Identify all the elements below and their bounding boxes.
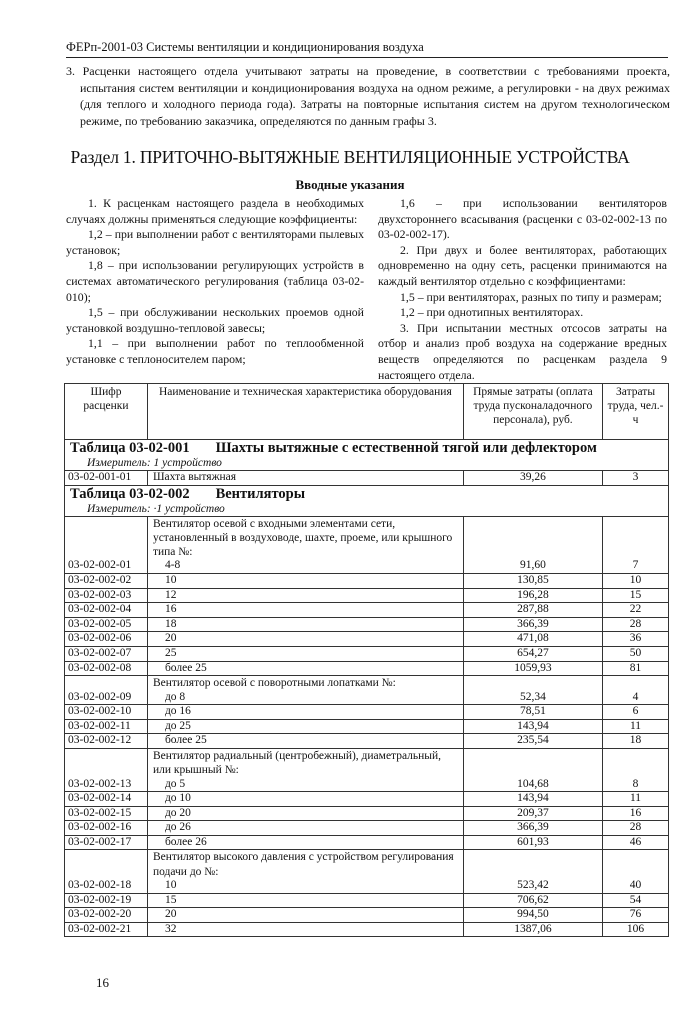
rate-name xyxy=(147,806,463,821)
rate-labor: 36 xyxy=(603,632,669,647)
rate-cost: 706,62 xyxy=(463,893,602,908)
rate-size: 10 xyxy=(164,879,177,892)
rate-code: 03-02-002-10 xyxy=(65,705,148,720)
rate-size: 15 xyxy=(164,893,177,906)
table-row xyxy=(65,835,669,850)
rate-size: до 8 xyxy=(164,690,186,703)
table-row xyxy=(65,821,669,836)
table-row xyxy=(65,676,669,705)
group-heading: Вентилятор радиальный (центробежный), диаметральный, или крышный №: xyxy=(152,749,442,777)
table-row xyxy=(65,661,669,676)
rate-name xyxy=(147,850,463,893)
left-para: 1,2 – при выполнении работ с вентиляторами пылевых установок; xyxy=(66,227,364,257)
rate-code: 03-02-002-14 xyxy=(65,792,148,807)
rate-name xyxy=(147,661,463,676)
rate-size: 20 xyxy=(164,908,177,921)
rate-code: 03-02-002-02 xyxy=(65,574,148,589)
rate-name: Шахта вытяжная xyxy=(147,471,463,486)
rate-code: 03-02-002-01 xyxy=(65,516,148,573)
rate-code: 03-02-002-18 xyxy=(65,850,148,893)
rate-labor: 28 xyxy=(603,617,669,632)
rate-labor: 81 xyxy=(603,661,669,676)
rate-labor: 6 xyxy=(603,705,669,720)
right-para: 1,5 – при вентиляторах, разных по типу и размерам; xyxy=(400,289,662,304)
rate-size: 16 xyxy=(164,603,177,616)
page-number: 16 xyxy=(96,975,109,990)
rate-labor: 4 xyxy=(603,676,669,705)
rate-labor: 15 xyxy=(603,588,669,603)
table-row xyxy=(65,647,669,662)
rate-name xyxy=(147,908,463,923)
right-column xyxy=(378,196,667,383)
rate-cost: 209,37 xyxy=(463,806,602,821)
right-para: 3. При испытании местных отсосов затраты на отбор и анализ проб воздуха на содержание вредных веществ определяются по расценкам раздела 9 настоящего отдела. xyxy=(378,320,667,382)
rate-code: 03-02-002-19 xyxy=(65,893,148,908)
rate-cost: 91,60 xyxy=(463,516,602,573)
rate-code: 03-02-002-08 xyxy=(65,661,148,676)
rate-name xyxy=(147,574,463,589)
table-title-row xyxy=(65,440,669,458)
table-title-name: Вентиляторы xyxy=(215,485,306,502)
rate-labor: 22 xyxy=(603,603,669,618)
rate-labor: 16 xyxy=(603,806,669,821)
rate-name xyxy=(147,516,463,573)
rate-name xyxy=(147,719,463,734)
rate-labor: 11 xyxy=(603,792,669,807)
rate-name xyxy=(147,603,463,618)
rate-code: 03-02-002-07 xyxy=(65,647,148,662)
measure-unit: Измеритель: 1 устройство xyxy=(65,457,669,471)
rate-name xyxy=(147,632,463,647)
rate-labor: 46 xyxy=(603,835,669,850)
left-column xyxy=(66,196,364,368)
table-row xyxy=(65,908,669,923)
table-row xyxy=(65,603,669,618)
right-para: 1,2 – при однотипных вентиляторах. xyxy=(400,305,584,320)
rate-name xyxy=(147,792,463,807)
rate-size: до 26 xyxy=(164,821,191,834)
table-title xyxy=(65,440,669,458)
table-row xyxy=(65,516,669,573)
rate-name xyxy=(147,835,463,850)
rate-size: более 25 xyxy=(164,734,207,747)
group-heading: Вентилятор осевой с поворотными лопатками №: xyxy=(152,677,396,690)
table-title xyxy=(65,485,669,503)
rate-code: 03-02-001-01 xyxy=(65,471,148,486)
group-heading: Вентилятор осевой с входными элементами сети, установленный в воздуховоде, шахте, проеме, или крышного типа №: xyxy=(152,517,453,559)
rate-labor: 18 xyxy=(603,734,669,749)
rate-labor: 106 xyxy=(603,922,669,937)
rate-name xyxy=(147,617,463,632)
table-row xyxy=(65,719,669,734)
rate-cost: 366,39 xyxy=(463,821,602,836)
rate-size: до 25 xyxy=(164,719,191,732)
rate-code: 03-02-002-16 xyxy=(65,821,148,836)
table-title-row xyxy=(65,485,669,503)
rate-name xyxy=(147,705,463,720)
right-para: 1,6 – при использовании вентиляторов двухстороннего всасывания (расценки с 03-02-002-13 по 03-02-002-17). xyxy=(378,196,667,242)
rate-size: более 26 xyxy=(164,835,207,848)
table-header-row xyxy=(65,384,669,440)
table-row xyxy=(65,850,669,893)
rate-cost: 1059,93 xyxy=(463,661,602,676)
left-para: 1,8 – при использовании регулирующих устройств в системах автоматического регулирования (таблица 03-02-010); xyxy=(66,258,364,304)
table-row xyxy=(65,471,669,486)
rate-size: до 5 xyxy=(164,777,186,790)
table-row xyxy=(65,617,669,632)
rate-name xyxy=(147,821,463,836)
rate-cost: 366,39 xyxy=(463,617,602,632)
rate-size: 25 xyxy=(164,647,177,660)
rate-name xyxy=(147,922,463,937)
rate-name xyxy=(147,588,463,603)
left-para: 1,5 – при обслуживании нескольких проемов одной установкой воздушно-тепловой завесы; xyxy=(66,305,364,335)
rate-size: 32 xyxy=(164,922,177,935)
table-row xyxy=(65,734,669,749)
header-code: Шифр расценки xyxy=(65,384,148,440)
table-row xyxy=(65,806,669,821)
rate-size: 20 xyxy=(164,632,177,645)
rate-cost: 287,88 xyxy=(463,603,602,618)
table-row xyxy=(65,574,669,589)
table-row xyxy=(65,922,669,937)
rate-cost: 52,34 xyxy=(463,676,602,705)
subtitle: Вводные указания xyxy=(295,177,405,192)
rate-labor: 28 xyxy=(603,821,669,836)
rate-labor: 10 xyxy=(603,574,669,589)
rate-code: 03-02-002-13 xyxy=(65,748,148,791)
rate-labor: 54 xyxy=(603,893,669,908)
rate-cost: 523,42 xyxy=(463,850,602,893)
rate-code: 03-02-002-04 xyxy=(65,603,148,618)
rate-name xyxy=(147,748,463,791)
rate-cost: 235,54 xyxy=(463,734,602,749)
rate-size: более 25 xyxy=(164,661,207,674)
left-para: 1,1 – при выполнении работ по теплообменной установке с теплоносителем паром; xyxy=(66,336,364,366)
rate-code: 03-02-002-03 xyxy=(65,588,148,603)
rate-labor: 76 xyxy=(603,908,669,923)
table-row xyxy=(65,748,669,791)
right-para: 2. При двух и более вентиляторах, работающих одновременно на одну сеть, расценки принимаются на каждый вентилятор отдельно с коэффициентами: xyxy=(378,242,667,288)
rate-cost: 601,93 xyxy=(463,835,602,850)
header-labor: Затраты труда, чел.-ч xyxy=(603,384,669,440)
rate-code: 03-02-002-05 xyxy=(65,617,148,632)
rate-name xyxy=(147,893,463,908)
rate-size: до 10 xyxy=(164,792,191,805)
left-para: 1. К расценкам настоящего раздела в необходимых случаях должны применяться следующие коэффициенты: xyxy=(66,196,364,226)
rate-code: 03-02-002-11 xyxy=(65,719,148,734)
rate-labor: 7 xyxy=(603,516,669,573)
rate-cost: 654,27 xyxy=(463,647,602,662)
rate-name xyxy=(147,647,463,662)
rate-labor: 3 xyxy=(603,471,669,486)
table-title-code: Таблица 03-02-002 xyxy=(70,485,190,502)
rate-cost: 143,94 xyxy=(463,792,602,807)
rate-code: 03-02-002-15 xyxy=(65,806,148,821)
table-row xyxy=(65,893,669,908)
intro-paragraph-text: 3. Расценки настоящего отдела учитывают затраты на проведение, в соответствии с требованиями проекта, испытания систем вентиляции и кондиционирования воздуха на одном режиме, а регулировки - на двух режимах (для теплого и холодного периода года). Затраты на повторные испытания систем на другом технологическом режиме, по требованию заказчика, определяются по данным графы 3. xyxy=(66,64,670,128)
intro-paragraph xyxy=(66,63,670,129)
rate-cost: 994,50 xyxy=(463,908,602,923)
rate-size: 18 xyxy=(164,617,177,630)
running-head: ФЕРп-2001-03 Системы вентиляции и кондиционирования воздуха xyxy=(66,40,668,58)
rate-cost: 143,94 xyxy=(463,719,602,734)
rate-code: 03-02-002-12 xyxy=(65,734,148,749)
rate-size: 12 xyxy=(164,588,177,601)
table-row xyxy=(65,632,669,647)
rate-size: 10 xyxy=(164,574,177,587)
rate-size: до 20 xyxy=(164,806,191,819)
measure-row xyxy=(65,457,669,471)
rate-name xyxy=(147,676,463,705)
rate-code: 03-02-002-06 xyxy=(65,632,148,647)
rate-cost: 196,28 xyxy=(463,588,602,603)
header-name: Наименование и техническая характеристика оборудования xyxy=(147,384,463,440)
rate-code: 03-02-002-20 xyxy=(65,908,148,923)
group-heading: Вентилятор высокого давления с устройством регулирования подачи до №: xyxy=(152,851,454,878)
rates-table xyxy=(64,383,669,937)
table-body xyxy=(65,440,669,937)
table-row xyxy=(65,705,669,720)
measure-unit: Измеритель: ·1 устройство xyxy=(65,503,669,517)
rate-cost: 130,85 xyxy=(463,574,602,589)
rate-size: 4-8 xyxy=(164,559,181,572)
rate-cost: 104,68 xyxy=(463,748,602,791)
rate-name xyxy=(147,734,463,749)
rate-code: 03-02-002-09 xyxy=(65,676,148,705)
rate-cost: 471,08 xyxy=(463,632,602,647)
rate-code: 03-02-002-17 xyxy=(65,835,148,850)
rate-labor: 40 xyxy=(603,850,669,893)
table-title-name: Шахты вытяжные с естественной тягой или дефлектором xyxy=(215,440,597,456)
table-title-code: Таблица 03-02-001 xyxy=(70,440,190,456)
rate-code: 03-02-002-21 xyxy=(65,922,148,937)
rate-cost: 78,51 xyxy=(463,705,602,720)
table-row xyxy=(65,792,669,807)
measure-row xyxy=(65,503,669,517)
rate-cost: 1387,06 xyxy=(463,922,602,937)
table-row xyxy=(65,588,669,603)
rate-size: до 16 xyxy=(164,705,191,718)
rate-labor: 50 xyxy=(603,647,669,662)
section-title: Раздел 1. ПРИТОЧНО-ВЫТЯЖНЫЕ ВЕНТИЛЯЦИОННЫЕ УСТРОЙСТВА xyxy=(70,147,630,167)
rate-labor: 8 xyxy=(603,748,669,791)
rate-labor: 11 xyxy=(603,719,669,734)
header-cost: Прямые затраты (оплата труда пусконаладочного персонала), руб. xyxy=(463,384,602,440)
rate-cost: 39,26 xyxy=(463,471,602,486)
